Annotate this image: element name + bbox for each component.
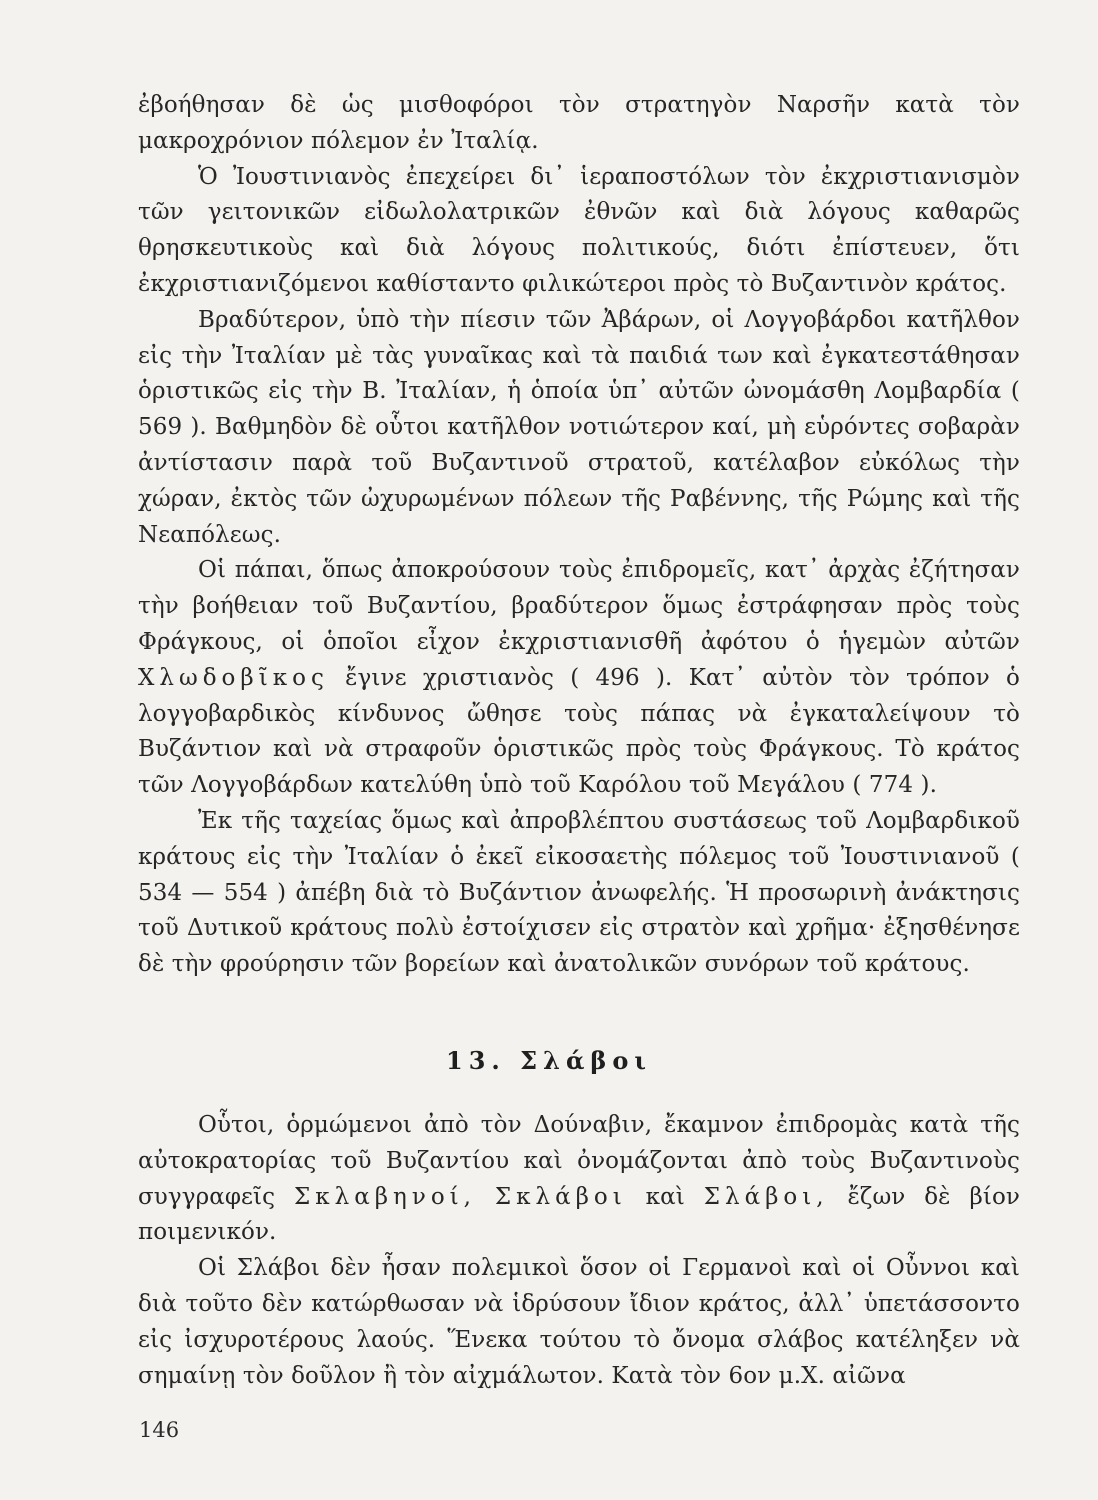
section-heading: [0, 1046, 1098, 1075]
text-block-top: [138, 88, 1020, 983]
name-slavoi: Σλάβοι,: [703, 1183, 829, 1210]
paragraph-consequences: Ἐκ τῆς ταχείας ὅμως καὶ ἀπροβλέπτου συστάσεως τοῦ Λομβαρδικοῦ κράτους εἰς τὴν Ἰταλίαν ὁ ἐκεῖ εἰκοσαετὴς πόλεμος τοῦ Ἰουστινιανοῦ ( 534 — 554 ) ἀπέβη διὰ τὸ Βυζάντιον ἀνωφελής. Ἡ προσωρινὴ ἀνάκτησις τοῦ Δυτικοῦ κράτους πολὺ ἐστοίχισεν εἰς στρατὸν καὶ χρῆμα· ἐξησθένησε δὲ τὴν φρούρησιν τῶν βορείων καὶ ἀνατολικῶν συνόρων τοῦ κράτους.: [138, 807, 1020, 978]
paragraph-slavs-character: Οἱ Σλάβοι δὲν ἦσαν πολεμικοὶ ὅσον οἱ Γερμανοὶ καὶ οἱ Οὖννοι καὶ διὰ τοῦτο δὲν κατώρθωσαν νὰ ἱδρύσουν ἴδιον κράτος, ἀλλ᾽ ὑπετάσσοντο εἰς ἰσχυροτέρους λαούς. Ἕνεκα τούτου τὸ ὄνομα σλάβος κατέληξεν νὰ σημαίνῃ τὸν δοῦλον ἢ τὸν αἰχμάλωτον. Κατὰ τὸν 6ον μ.Χ. αἰῶνα: [138, 1255, 1020, 1389]
paragraph-continuation: ἐβοήθησαν δὲ ὡς μισθοφόροι τὸν στρατηγὸν Ναρσῆν κατὰ τὸν μακροχρόνιον πόλεμον ἐν Ἰταλίᾳ.: [138, 92, 1020, 154]
slavs-conjunction: καὶ: [645, 1183, 685, 1210]
slavs-text-2: ἔζων δὲ βίον ποιμενικόν.: [138, 1183, 1021, 1246]
text-block-bottom: [138, 1108, 1020, 1394]
popes-text-2: ἔγινε χριστιανὸς ( 496 ). Κατ᾽ αὐτὸν τὸν τρόπον ὁ λογγοβαρδικὸς κίνδυνος ὤθησε τοὺς πάπας νὰ ἐγκαταλείψουν τὸ Βυζάντιον καὶ νὰ στραφοῦν ὁριστικῶς πρὸς τοὺς Φράγκους. Τὸ κράτος τῶν Λογγοβάρδων κατελύθη ὑπὸ τοῦ Καρόλου τοῦ Μεγάλου ( 774 ).: [138, 664, 1020, 799]
name-clovis: Χλωδοβῖκος: [138, 664, 329, 691]
paragraph-popes: [138, 553, 1020, 804]
section-number: 13.: [446, 1046, 506, 1075]
page-number: 146: [139, 1418, 180, 1442]
paragraph-slavs-origin: [138, 1108, 1020, 1251]
slavs-text-1: Οὗτοι, ὁρμώμενοι ἀπὸ τὸν Δούναβιν, ἔκαμνον ἐπιδρομὰς κατὰ τῆς αὐτοκρατορίας τοῦ Βυζαντίου καὶ ὀνομάζονται ἀπὸ τοὺς Βυζαντινοὺς συγγραφεῖς: [138, 1112, 1020, 1210]
name-sklavoi: Σκλάβοι: [494, 1183, 627, 1210]
section-title: Σλάβοι: [520, 1046, 652, 1075]
name-sklavenoi: Σκλαβηνοί,: [294, 1183, 476, 1210]
paragraph-justinian-missions: Ὁ Ἰουστινιανὸς ἐπεχείρει δι᾽ ἱεραποστόλων τὸν ἐκχριστιανισμὸν τῶν γειτονικῶν εἰδωλολατρικῶν ἐθνῶν καὶ διὰ λόγους καθαρῶς θρησκευτικοὺς καὶ διὰ λόγους πολιτικούς, διότι ἐπίστευεν, ὅτι ἐκχριστιανιζόμενοι καθίσταντο φιλικώτεροι πρὸς τὸ Βυζαντινὸν κράτος.: [138, 163, 1020, 297]
popes-text-1: Οἱ πάπαι, ὅπως ἀποκρούσουν τοὺς ἐπιδρομεῖς, κατ᾽ ἀρχὰς ἐζήτησαν τὴν βοήθειαν τοῦ Βυζαντίου, βραδύτερον ὅμως ἐστράφησαν πρὸς τοὺς Φράγκους, οἱ ὁποῖοι εἶχον ἐκχριστιανισθῆ ἀφότου ὁ ἡγεμὼν αὐτῶν: [138, 557, 1020, 655]
paragraph-lombards: Βραδύτερον, ὑπὸ τὴν πίεσιν τῶν Ἀβάρων, οἱ Λογγοβάρδοι κατῆλθον εἰς τὴν Ἰταλίαν μὲ τὰς γυναῖκας καὶ τὰ παιδιά των καὶ ἐγκατεστάθησαν ὁριστικῶς εἰς τὴν Β. Ἰταλίαν, ἡ ὁποία ὑπ᾽ αὐτῶν ὠνομάσθη Λομβαρδία ( 569 ). Βαθμηδὸν δὲ οὗτοι κατῆλθον νοτιώτερον καί, μὴ εὑρόντες σοβαρὰν ἀντίστασιν παρὰ τοῦ Βυζαντινοῦ στρατοῦ, κατέλαβον εὐκόλως τὴν χώραν, ἐκτὸς τῶν ὠχυρωμένων πόλεων τῆς Ραβέννης, τῆς Ρώμης καὶ τῆς Νεαπόλεως.: [138, 306, 1020, 548]
